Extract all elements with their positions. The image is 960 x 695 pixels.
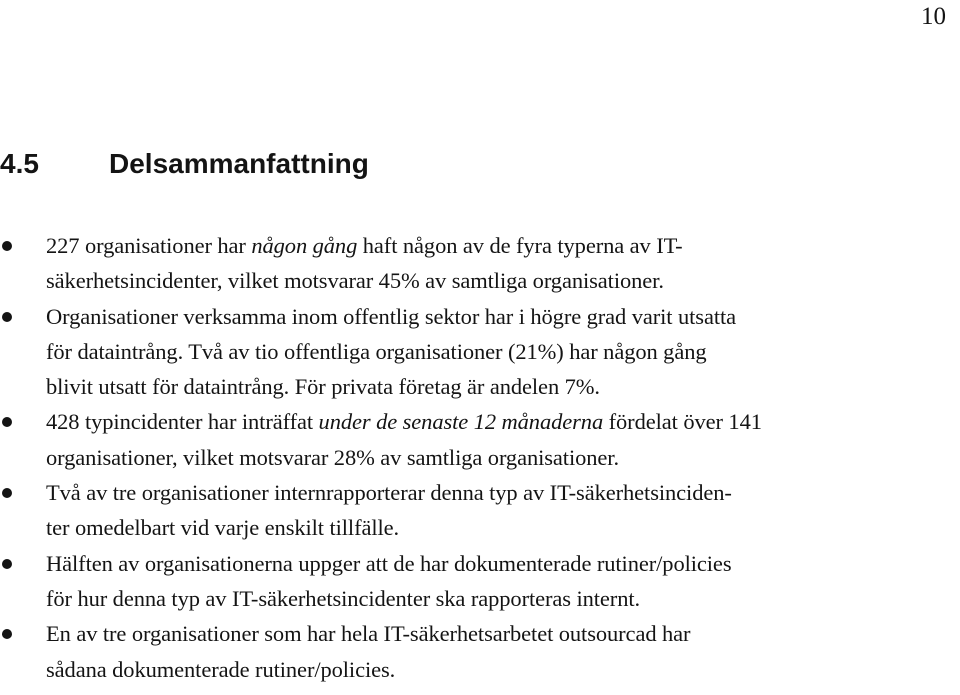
text-segment: 428 typincidenter har inträffat [46, 409, 319, 435]
text-segment: organisationer, vilket motsvarar 28% av samtliga organisationer. [46, 444, 619, 470]
text-segment: ter omedelbart vid varje enskilt tillfälle. [46, 515, 400, 541]
text-segment: sådana dokumenterade rutiner/policies. [46, 656, 396, 682]
bullet-text-line [46, 334, 940, 369]
bullet-text-line [46, 404, 940, 439]
bullet-text-line [46, 510, 940, 545]
text-segment: säkerhetsincidenter, vilket motsvarar 45% av samtliga organisationer. [46, 268, 664, 294]
bullet-item [0, 475, 960, 546]
emphasized-text: någon gång [251, 233, 358, 258]
bullet-text-line [46, 263, 940, 298]
text-segment: för dataintrång. Två av tio offentliga organisationer (21%) har någon gång [46, 338, 707, 364]
bullet-text-line [46, 616, 940, 651]
section-number: 4.5 [0, 148, 39, 179]
bullet-dot-icon [2, 629, 12, 639]
text-segment: för hur denna typ av IT-säkerhetsincidenter ska rapporteras internt. [46, 585, 641, 611]
bullet-dot-icon [2, 312, 12, 322]
bullet-text-line [46, 652, 940, 687]
section-heading [0, 146, 369, 182]
text-segment: Två av tre organisationer internrapporterar denna typ av IT-säkerhetsinciden- [46, 480, 732, 506]
summary-bullet-list [0, 228, 960, 687]
bullet-text-line [46, 546, 940, 581]
bullet-item [0, 546, 960, 617]
bullet-item [0, 404, 960, 475]
text-segment: 227 organisationer har [46, 233, 252, 258]
bullet-dot-icon [2, 241, 12, 251]
bullet-dot-icon [2, 559, 12, 569]
bullet-item [0, 299, 960, 405]
emphasized-text: under de senaste 12 månaderna [318, 409, 604, 435]
text-segment: Hälften av organisationerna uppger att de har dokumenterade rutiner/policies [46, 550, 732, 576]
section-title: Delsammanfattning [109, 148, 369, 179]
bullet-text-line [46, 299, 940, 334]
text-segment: haft någon av de fyra typerna av IT- [357, 233, 683, 258]
bullet-item [0, 228, 960, 299]
bullet-item [0, 616, 960, 687]
text-segment: En av tre organisationer som har hela IT-säkerhetsarbetet outsourcad har [46, 621, 691, 647]
text-segment: fördelat över 141 [603, 409, 762, 435]
page-number: 10 [921, 3, 946, 30]
bullet-text-line [46, 228, 940, 263]
bullet-dot-icon [2, 417, 12, 427]
bullet-text-line [46, 581, 940, 616]
bullet-text-line [46, 440, 940, 475]
text-segment: Organisationer verksamma inom offentlig sektor har i högre grad varit utsatta [46, 303, 737, 329]
text-segment: blivit utsatt för dataintrång. För privata företag är andelen 7%. [46, 374, 600, 400]
bullet-text-line [46, 475, 940, 510]
bullet-text-line [46, 369, 940, 404]
bullet-dot-icon [2, 488, 12, 498]
